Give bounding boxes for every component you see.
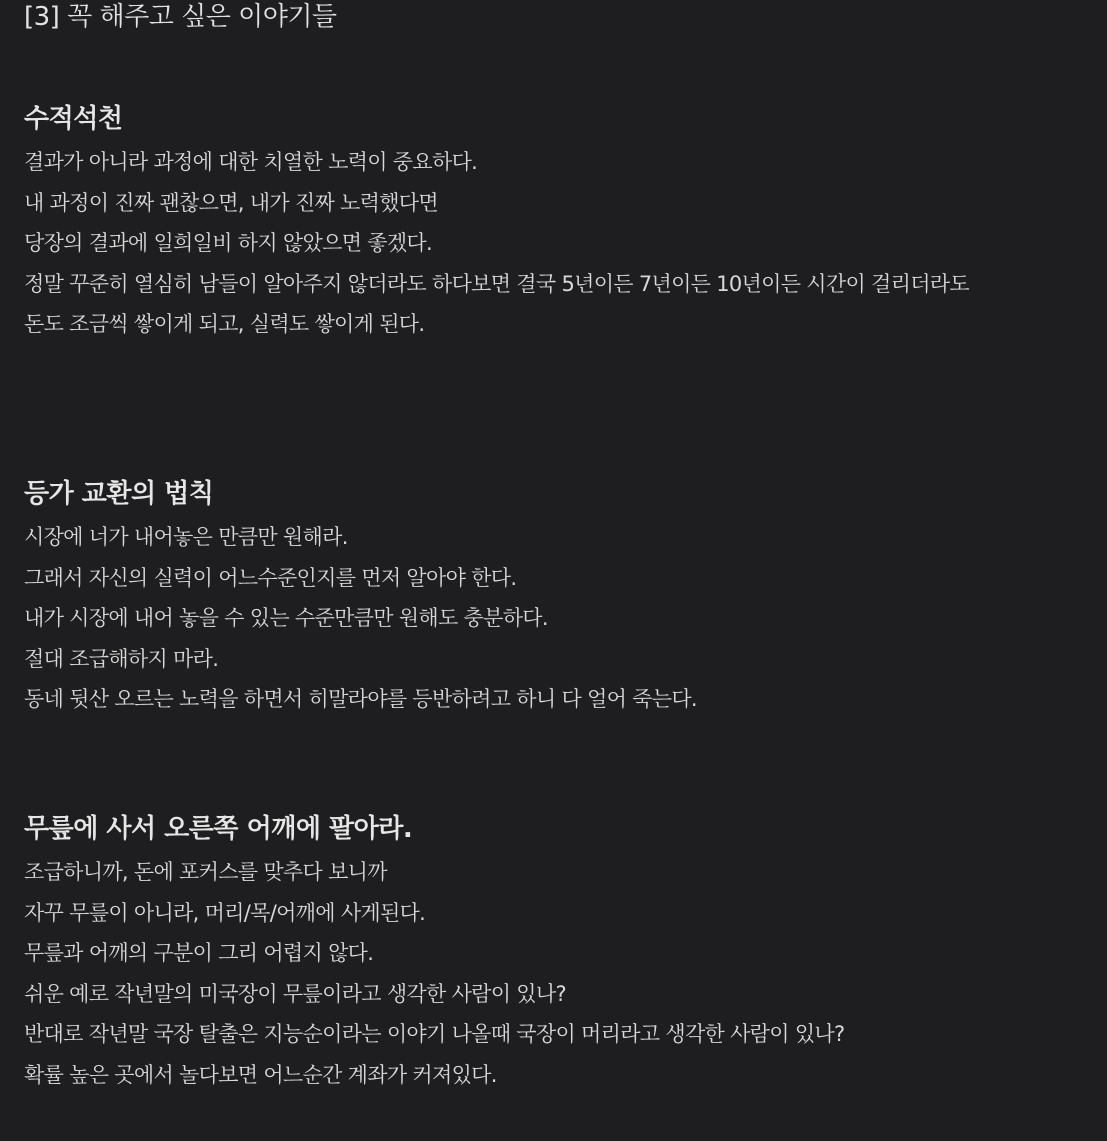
paragraph-line: 확률 높은 곳에서 놀다보면 어느순간 계좌가 커져있다.	[24, 1062, 497, 1087]
paragraph-line: 내 과정이 진짜 괜찮으면, 내가 진짜 노력했다면	[24, 190, 438, 215]
paragraph-line: 반대로 작년말 국장 탈출은 지능순이라는 이야기 나올때 국장이 머리라고 생각한 사람이 있나?	[24, 1022, 845, 1046]
paragraph-line: 돈도 조금씩 쌓이게 되고, 실력도 쌓이게 된다.	[24, 312, 425, 336]
page-title: [3] 꼭 해주고 싶은 이야기들	[24, 2, 337, 32]
paragraph-line: 절대 조급해하지 마라.	[24, 646, 219, 671]
paragraph-line: 자꾸 무릎이 아니라, 머리/목/어깨에 사게된다.	[24, 900, 426, 925]
section-heading: 수적석천	[24, 104, 123, 134]
paragraph-line: 정말 꾸준히 열심히 남들이 알아주지 않더라도 하다보면 결국 5년이든 7년이든 10년이든 시간이 걸리더라도	[24, 271, 969, 296]
section-buy-knee-sell-shoulder	[24, 810, 984, 1095]
paragraph-line: 조급하니까, 돈에 포커스를 맞추다 보니까	[24, 860, 387, 884]
paragraph-line: 쉬운 예로 작년말의 미국장이 무릎이라고 생각한 사람이 있나?	[24, 981, 566, 1006]
paragraph-line: 동네 뒷산 오르는 노력을 하면서 히말라야를 등반하려고 하니 다 얼어 죽는다.	[24, 687, 697, 711]
section-water-drop	[24, 100, 984, 345]
paragraph-line: 무릎과 어깨의 구분이 그리 어렵지 않다.	[24, 941, 374, 965]
paragraph-line: 그래서 자신의 실력이 어느수준인지를 먼저 알아야 한다.	[24, 565, 517, 590]
paragraph-line: 내가 시장에 내어 놓을 수 있는 수준만큼만 원해도 충분하다.	[24, 606, 548, 630]
section-equivalent-exchange	[24, 475, 984, 720]
paragraph-line: 당장의 결과에 일희일비 하지 않았으면 좋겠다.	[24, 231, 432, 255]
paragraph-line: 시장에 너가 내어놓은 만큼만 원해라.	[24, 525, 348, 549]
section-heading: 등가 교환의 법칙	[24, 479, 214, 509]
paragraph-line: 결과가 아니라 과정에 대한 치열한 노력이 중요하다.	[24, 150, 478, 174]
section-heading: 무릎에 사서 오른쪽 어깨에 팔아라.	[24, 814, 413, 844]
